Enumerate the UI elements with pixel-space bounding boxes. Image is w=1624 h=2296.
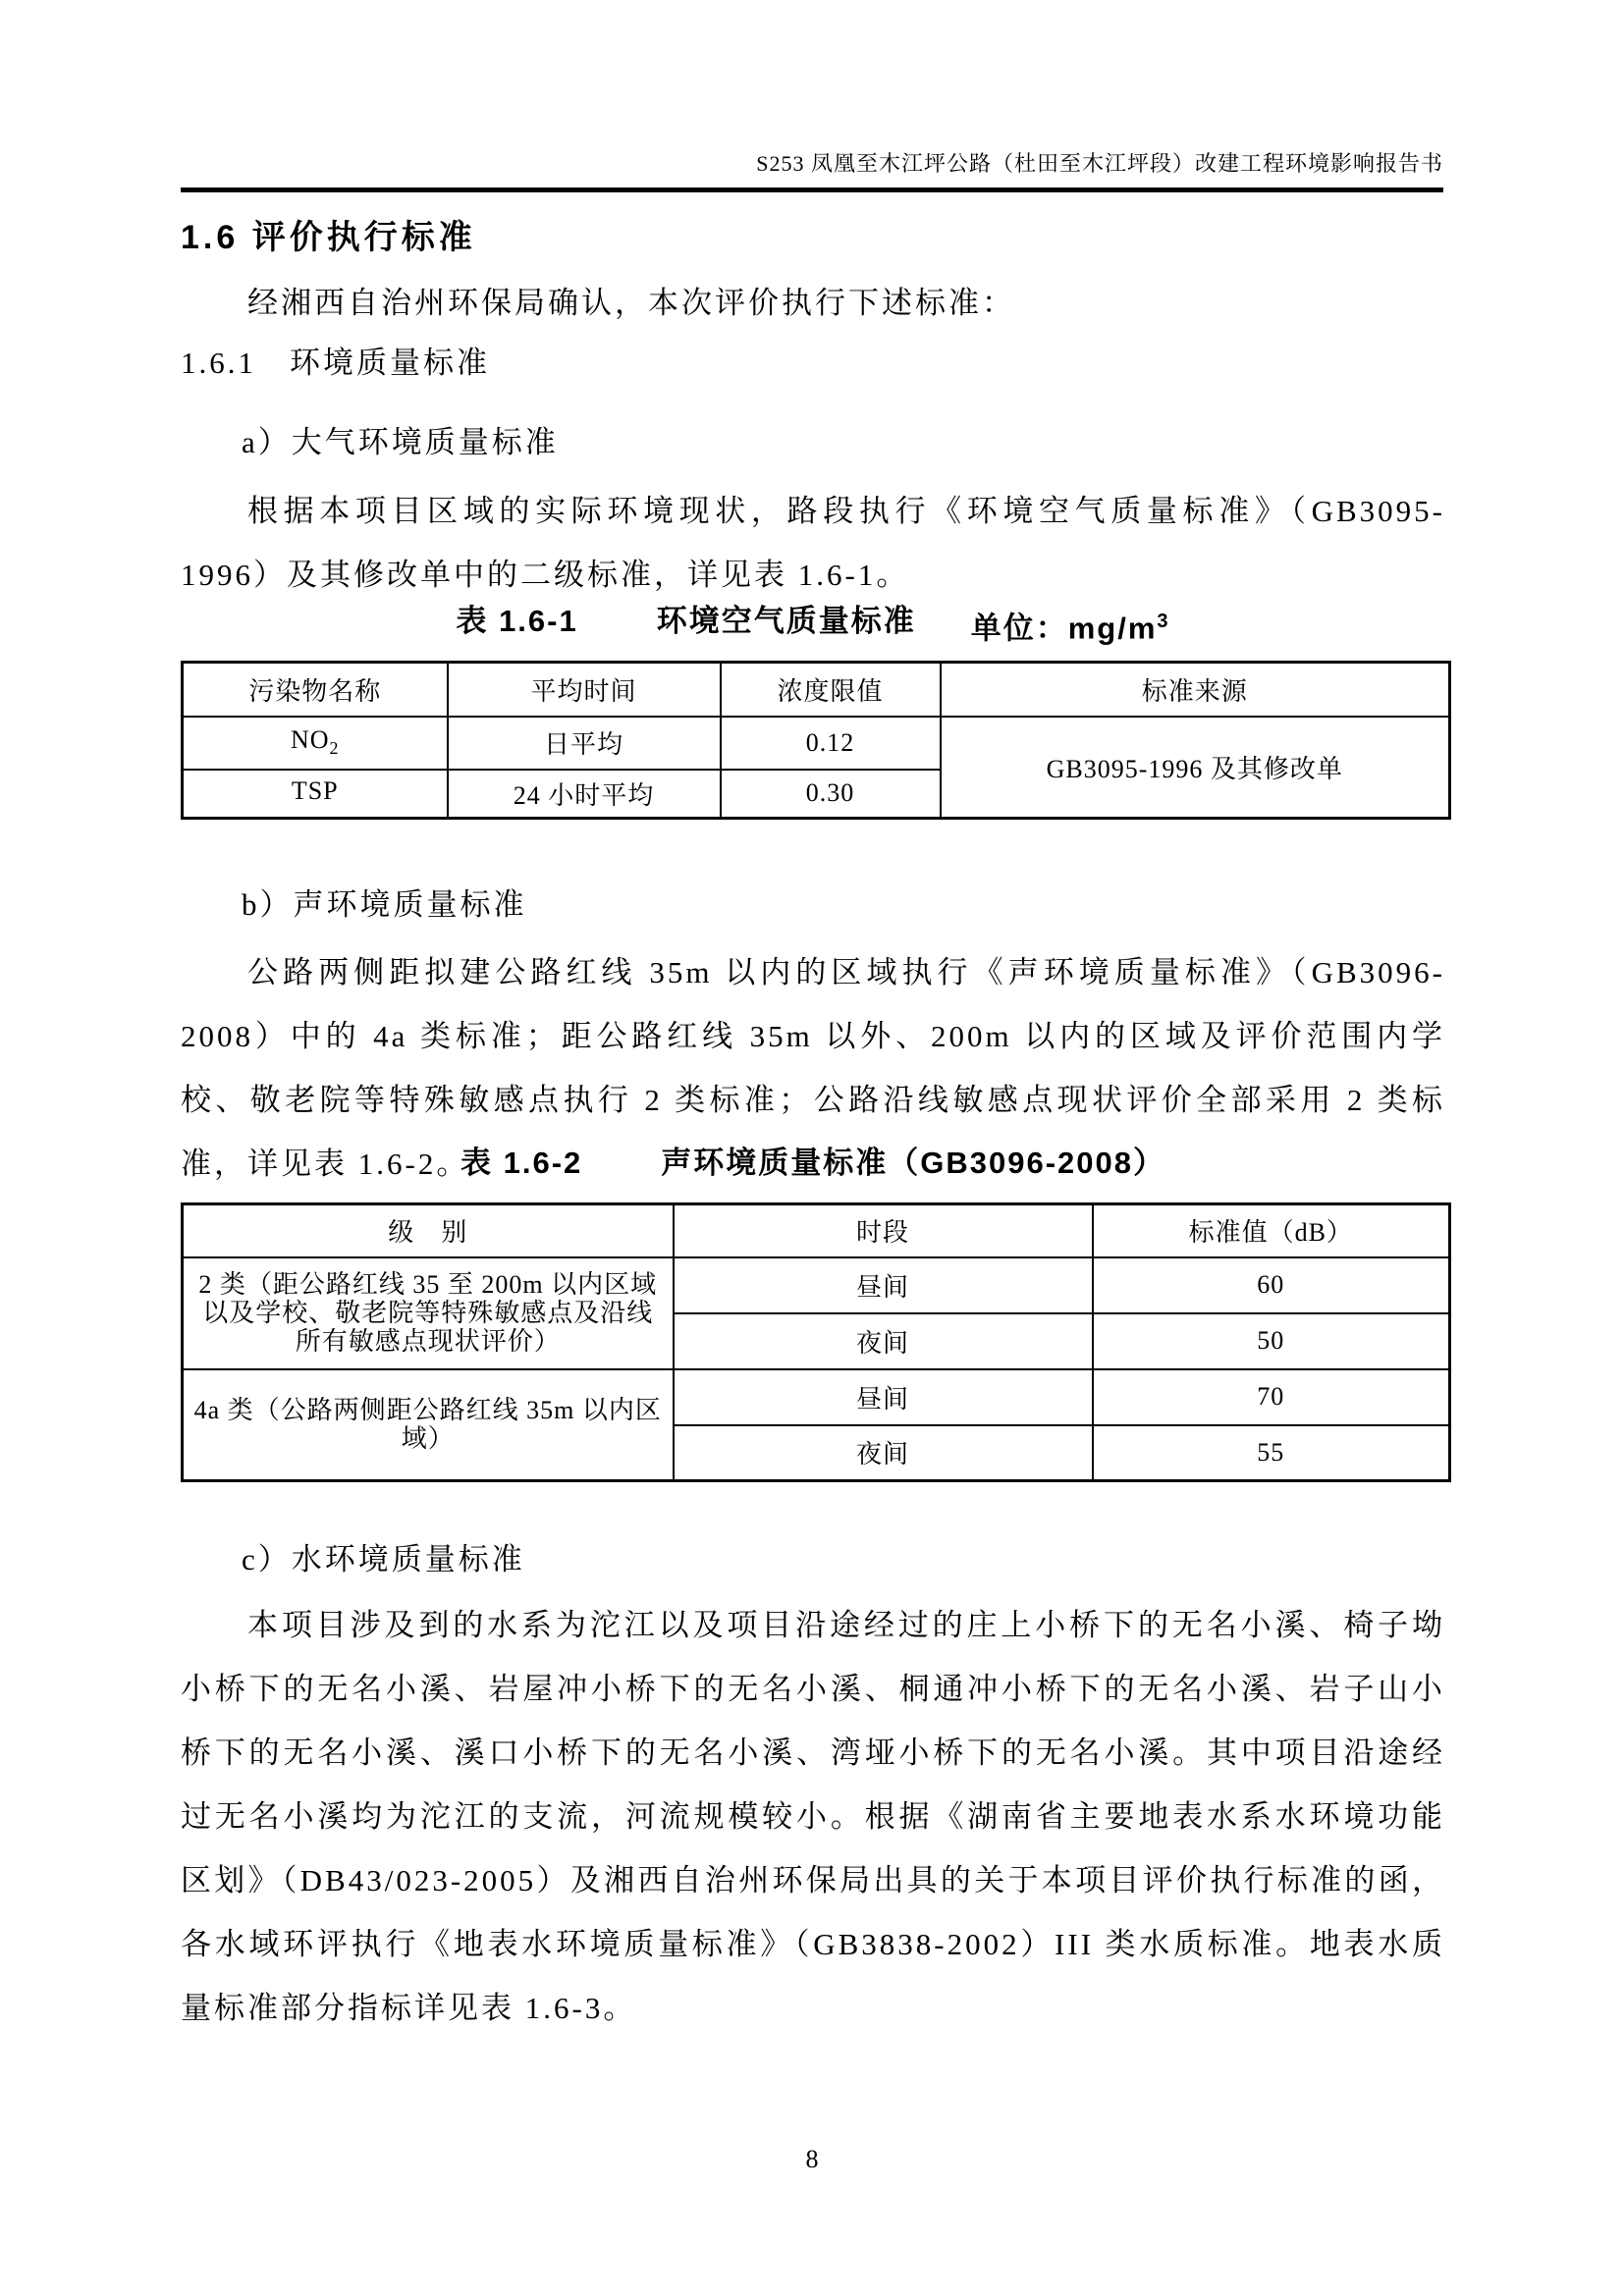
- table-row: [183, 1369, 1450, 1425]
- noise-quality-table: [181, 1202, 1451, 1482]
- value-cell: 60: [1093, 1257, 1450, 1313]
- table-row: [183, 717, 1450, 770]
- unit-superscript: 3: [1157, 611, 1170, 632]
- paragraph-air-standard: 根据本项目区域的实际环境现状，路段执行《环境空气质量标准》（GB3095-1996）及其修改单中的二级标准，详见表 1.6-1。: [181, 494, 1445, 592]
- period-cell: 夜间: [674, 1313, 1093, 1369]
- value-cell: 50: [1093, 1313, 1450, 1369]
- column-header: 污染物名称: [183, 663, 448, 717]
- value-cell: 70: [1093, 1369, 1450, 1425]
- limit-cell: 0.12: [721, 717, 941, 770]
- intro-paragraph: 经湘西自治州环保局确认，本次评价执行下述标准：: [247, 286, 1015, 320]
- table-header-row: [183, 1204, 1450, 1257]
- table-2-caption: [181, 1144, 1445, 1183]
- page-number: 8: [805, 2145, 819, 2173]
- value-cell: 55: [1093, 1425, 1450, 1481]
- table-row: [183, 1257, 1450, 1313]
- pollutant-cell: $NO_2$: [183, 717, 448, 770]
- source-cell-merged: GB3095-1996 及其修改单: [941, 717, 1450, 819]
- header-divider-rule: [181, 187, 1443, 192]
- table-1-caption-unit: 单位：$mg/m^3$: [970, 611, 1170, 646]
- table-header-row: [183, 663, 1450, 717]
- table-1-caption-title: 环境空气质量标准: [656, 604, 916, 638]
- heading-a-air: a）大气环境质量标准: [242, 425, 559, 459]
- column-header: 平均时间: [448, 663, 721, 717]
- paragraph-water-standard: 本项目涉及到的水系为沱江以及项目沿途经过的庄上小桥下的无名小溪、椅子坳小桥下的无名小溪、岩屋冲小桥下的无名小溪、桐通冲小桥下的无名小溪、岩子山小桥下的无名小溪、溪口小桥下的无名小溪、湾垭小桥下的无名小溪。其中项目沿途经过无名小溪均为沱江的支流，河流规模较小。根据《湖南省主要地表水系水环境功能区划》（DB43/023-2005）及湘西自治州环保局出具的关于本项目评价执行标准的函，各水域环评执行《地表水环境质量标准》（GB3838-2002）III 类水质标准。地表水质量标准部分指标详见表 1.6-3。: [181, 1608, 1445, 2025]
- period-cell: 昼间: [674, 1369, 1093, 1425]
- paragraph-noise-standard: 公路两侧距拟建公路红线 35m 以内的区域执行《声环境质量标准》（GB3096-2008）中的 4a 类标准；距公路红线 35m 以外、200m 以内的区域及评价范围内学校、敬老院等特殊敏感点执行 2 类标准；公路沿线敏感点现状评价全部采用 2 类标准，详见表 1.6-2。: [181, 955, 1445, 1181]
- time-cell: 24 小时平均: [448, 770, 721, 819]
- heading-c-water: c）水环境质量标准: [242, 1542, 525, 1576]
- period-cell: 昼间: [674, 1257, 1093, 1313]
- column-header: 浓度限值: [721, 663, 941, 717]
- heading-1-6: 1.6 评价执行标准: [181, 219, 476, 256]
- heading-b-noise: b）声环境质量标准: [242, 887, 527, 922]
- table-2-caption-title: 声环境质量标准（GB3096-2008）: [661, 1146, 1166, 1180]
- table-1-caption: [181, 602, 1445, 648]
- pollutant-cell: TSP: [183, 770, 448, 819]
- period-cell: 夜间: [674, 1425, 1093, 1481]
- time-cell: 日平均: [448, 717, 721, 770]
- category-cell-class2: 2 类（距公路红线 35 至 200m 以内区域以及学校、敬老院等特殊敏感点及沿线所有敏感点现状评价）: [183, 1257, 674, 1369]
- limit-cell: 0.30: [721, 770, 941, 819]
- air-quality-table: [181, 661, 1451, 820]
- running-header-title: S253 凤凰至木江坪公路（杜田至木江坪段）改建工程环境影响报告书: [756, 151, 1443, 176]
- table-1-caption-label: 表 1.6-1: [456, 604, 578, 638]
- heading-1-6-1: 1.6.1 环境质量标准: [181, 346, 490, 380]
- column-header: 标准来源: [941, 663, 1450, 717]
- column-header: 级 别: [183, 1204, 674, 1257]
- category-cell-class4a: 4a 类（公路两侧距公路红线 35m 以内区域）: [183, 1369, 674, 1481]
- column-header: 时段: [674, 1204, 1093, 1257]
- table-2-caption-label: 表 1.6-2: [460, 1146, 583, 1180]
- column-header: 标准值（dB）: [1093, 1204, 1450, 1257]
- pollutant-subscript: 2: [329, 738, 340, 759]
